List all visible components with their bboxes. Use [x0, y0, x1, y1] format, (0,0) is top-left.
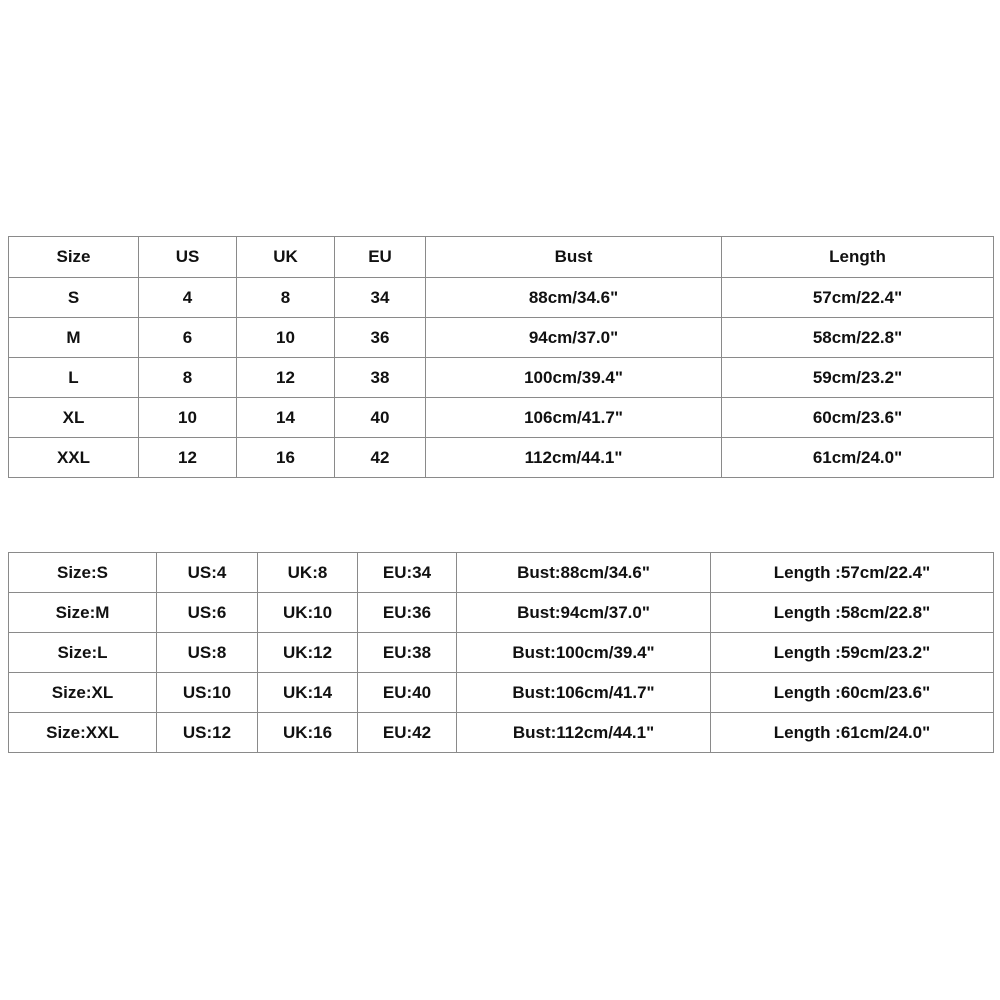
table-cell: UK:14: [258, 673, 358, 713]
table-cell: Bust:106cm/41.7": [457, 673, 711, 713]
table-row: [9, 278, 994, 318]
table-row: [9, 673, 994, 713]
table-cell: US:12: [157, 713, 258, 753]
table-row: [9, 438, 994, 478]
table-cell: 36: [335, 318, 426, 358]
table-cell: Bust:88cm/34.6": [457, 553, 711, 593]
table-cell: 6: [139, 318, 237, 358]
table-cell: Bust:100cm/39.4": [457, 633, 711, 673]
table-cell: 8: [139, 358, 237, 398]
table-row: [9, 398, 994, 438]
table-cell: 106cm/41.7": [426, 398, 722, 438]
header-cell-us: US: [139, 237, 237, 278]
table-row: [9, 553, 994, 593]
table-row: [9, 633, 994, 673]
table-cell: 42: [335, 438, 426, 478]
table-cell: Size:M: [9, 593, 157, 633]
table-cell: 61cm/24.0": [722, 438, 994, 478]
table-cell: XXL: [9, 438, 139, 478]
table-cell: 16: [237, 438, 335, 478]
table-cell: UK:12: [258, 633, 358, 673]
table-cell: Length :58cm/22.8": [711, 593, 994, 633]
table-cell: US:10: [157, 673, 258, 713]
table-cell: Length :57cm/22.4": [711, 553, 994, 593]
table-cell: M: [9, 318, 139, 358]
size-chart-table: [8, 236, 994, 478]
header-cell-bust: Bust: [426, 237, 722, 278]
table-cell: 40: [335, 398, 426, 438]
table-row: [9, 713, 994, 753]
table-cell: 4: [139, 278, 237, 318]
table-cell: EU:42: [358, 713, 457, 753]
table-cell: 12: [237, 358, 335, 398]
table-cell: US:4: [157, 553, 258, 593]
table-cell: 59cm/23.2": [722, 358, 994, 398]
table-cell: EU:34: [358, 553, 457, 593]
table-cell: 112cm/44.1": [426, 438, 722, 478]
table-cell: Length :59cm/23.2": [711, 633, 994, 673]
table-cell: 12: [139, 438, 237, 478]
table-cell: 88cm/34.6": [426, 278, 722, 318]
table-cell: S: [9, 278, 139, 318]
table-cell: UK:16: [258, 713, 358, 753]
header-cell-eu: EU: [335, 237, 426, 278]
table-cell: 10: [237, 318, 335, 358]
table-row: [9, 318, 994, 358]
table-cell: 58cm/22.8": [722, 318, 994, 358]
table-cell: XL: [9, 398, 139, 438]
table-cell: 57cm/22.4": [722, 278, 994, 318]
table-cell: US:8: [157, 633, 258, 673]
table-cell: Size:XL: [9, 673, 157, 713]
table-cell: 8: [237, 278, 335, 318]
table-cell: 60cm/23.6": [722, 398, 994, 438]
table-cell: Bust:94cm/37.0": [457, 593, 711, 633]
table-cell: Size:XXL: [9, 713, 157, 753]
table-cell: Length :60cm/23.6": [711, 673, 994, 713]
table-cell: Size:L: [9, 633, 157, 673]
table-cell: 14: [237, 398, 335, 438]
header-cell-size: Size: [9, 237, 139, 278]
table-cell: EU:40: [358, 673, 457, 713]
size-chart-labeled-table: [8, 552, 994, 753]
table-cell: US:6: [157, 593, 258, 633]
table-cell: EU:36: [358, 593, 457, 633]
table-cell: L: [9, 358, 139, 398]
header-cell-length: Length: [722, 237, 994, 278]
table-cell: 38: [335, 358, 426, 398]
table-cell: 100cm/39.4": [426, 358, 722, 398]
header-cell-uk: UK: [237, 237, 335, 278]
table-cell: UK:8: [258, 553, 358, 593]
table-cell: Bust:112cm/44.1": [457, 713, 711, 753]
table-row: [9, 593, 994, 633]
table-cell: UK:10: [258, 593, 358, 633]
table-cell: EU:38: [358, 633, 457, 673]
table-header-row: [9, 237, 994, 278]
table-cell: 94cm/37.0": [426, 318, 722, 358]
table-cell: Size:S: [9, 553, 157, 593]
table-cell: Length :61cm/24.0": [711, 713, 994, 753]
table-cell: 34: [335, 278, 426, 318]
table-cell: 10: [139, 398, 237, 438]
table-row: [9, 358, 994, 398]
